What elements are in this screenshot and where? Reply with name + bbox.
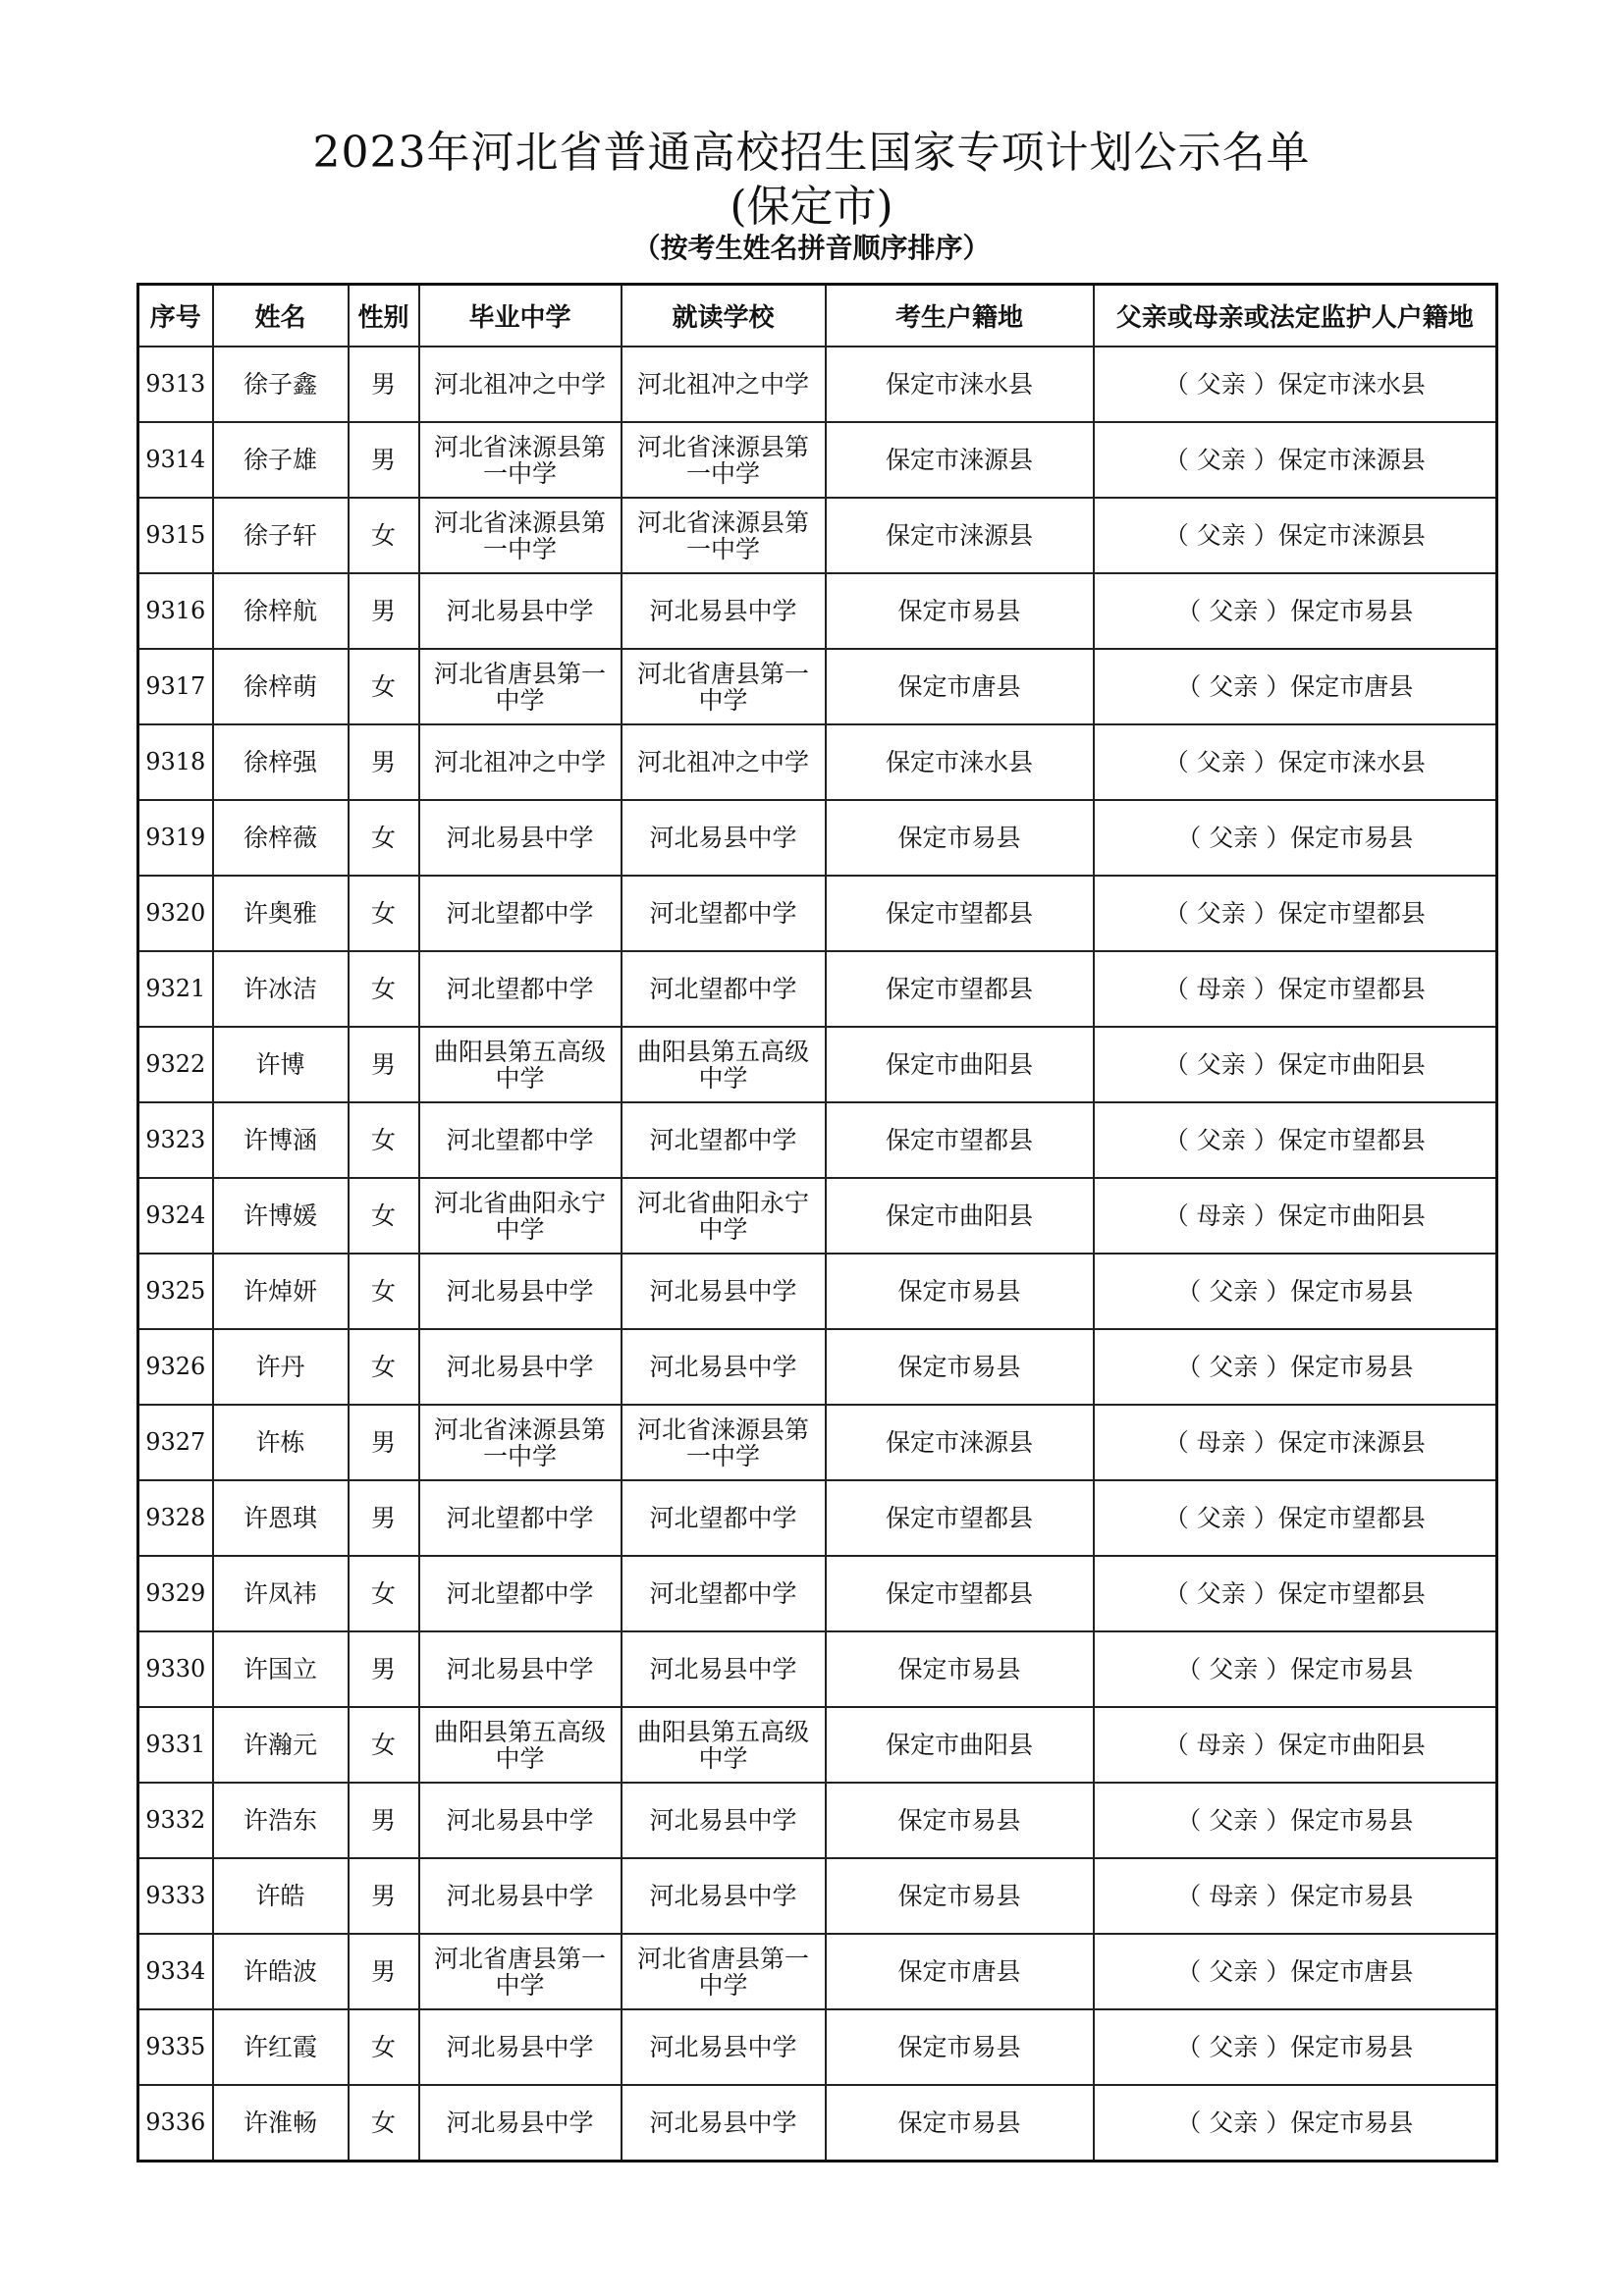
cell-name: 许浩东 <box>213 1783 349 1858</box>
cell-seq: 9332 <box>138 1783 213 1858</box>
cell-guardian-hukou: （ 父亲 ）保定市易县 <box>1094 800 1497 876</box>
cell-gender: 男 <box>349 1934 419 2009</box>
cell-guardian-hukou: （ 父亲 ）保定市唐县 <box>1094 1934 1497 2009</box>
cell-graduated-school: 曲阳县第五高级中学 <box>419 1027 622 1102</box>
table-row <box>138 1707 1497 1783</box>
cell-name: 徐子雄 <box>213 422 349 498</box>
cell-name: 许奥雅 <box>213 876 349 951</box>
cell-seq: 9333 <box>138 1858 213 1934</box>
cell-graduated-school: 河北省唐县第一中学 <box>419 649 622 724</box>
cell-gender: 女 <box>349 649 419 724</box>
cell-graduated-school: 河北省涞源县第一中学 <box>419 498 622 573</box>
cell-graduated-school: 河北祖冲之中学 <box>419 724 622 800</box>
cell-name: 许瀚元 <box>213 1707 349 1783</box>
cell-name: 许冰洁 <box>213 951 349 1027</box>
cell-current-school: 河北省曲阳永宁中学 <box>622 1178 826 1254</box>
cell-guardian-hukou: （ 母亲 ）保定市曲阳县 <box>1094 1178 1497 1254</box>
cell-gender: 女 <box>349 2085 419 2162</box>
table-row <box>138 573 1497 649</box>
cell-name: 许皓波 <box>213 1934 349 2009</box>
cell-seq: 9317 <box>138 649 213 724</box>
cell-student-hukou: 保定市易县 <box>826 1254 1094 1329</box>
table-row <box>138 1254 1497 1329</box>
cell-seq: 9313 <box>138 347 213 422</box>
cell-student-hukou: 保定市唐县 <box>826 1934 1094 2009</box>
table-row <box>138 951 1497 1027</box>
cell-graduated-school: 河北易县中学 <box>419 1329 622 1405</box>
cell-name: 徐子轩 <box>213 498 349 573</box>
header-current-school: 就读学校 <box>622 285 826 347</box>
cell-current-school: 河北易县中学 <box>622 1783 826 1858</box>
cell-graduated-school: 河北省涞源县第一中学 <box>419 1405 622 1480</box>
table-row <box>138 347 1497 422</box>
cell-current-school: 河北易县中学 <box>622 800 826 876</box>
table-row <box>138 1102 1497 1178</box>
cell-current-school: 河北省唐县第一中学 <box>622 1934 826 2009</box>
cell-graduated-school: 河北望都中学 <box>419 876 622 951</box>
header-student-hukou: 考生户籍地 <box>826 285 1094 347</box>
cell-seq: 9320 <box>138 876 213 951</box>
table-body <box>138 347 1497 2162</box>
cell-seq: 9324 <box>138 1178 213 1254</box>
cell-student-hukou: 保定市曲阳县 <box>826 1027 1094 1102</box>
header-name: 姓名 <box>213 285 349 347</box>
cell-name: 徐子鑫 <box>213 347 349 422</box>
cell-gender: 男 <box>349 1783 419 1858</box>
table-row <box>138 1631 1497 1707</box>
cell-graduated-school: 曲阳县第五高级中学 <box>419 1707 622 1783</box>
cell-current-school: 曲阳县第五高级中学 <box>622 1027 826 1102</box>
cell-gender: 女 <box>349 498 419 573</box>
cell-seq: 9336 <box>138 2085 213 2162</box>
cell-seq: 9331 <box>138 1707 213 1783</box>
cell-seq: 9315 <box>138 498 213 573</box>
cell-guardian-hukou: （ 母亲 ）保定市易县 <box>1094 1858 1497 1934</box>
cell-guardian-hukou: （ 父亲 ）保定市曲阳县 <box>1094 1027 1497 1102</box>
cell-graduated-school: 河北易县中学 <box>419 800 622 876</box>
cell-seq: 9335 <box>138 2009 213 2085</box>
cell-seq: 9326 <box>138 1329 213 1405</box>
cell-name: 许栋 <box>213 1405 349 1480</box>
cell-gender: 女 <box>349 1329 419 1405</box>
document-title: 2023年河北省普通高校招生国家专项计划公示名单 <box>312 128 1311 178</box>
cell-guardian-hukou: （ 父亲 ）保定市易县 <box>1094 2085 1497 2162</box>
cell-seq: 9334 <box>138 1934 213 2009</box>
cell-current-school: 曲阳县第五高级中学 <box>622 1707 826 1783</box>
cell-guardian-hukou: （ 父亲 ）保定市涞水县 <box>1094 724 1497 800</box>
table-row <box>138 1783 1497 1858</box>
cell-name: 许淮畅 <box>213 2085 349 2162</box>
cell-guardian-hukou: （ 父亲 ）保定市涞源县 <box>1094 422 1497 498</box>
cell-seq: 9328 <box>138 1480 213 1556</box>
table-header-row <box>138 285 1497 347</box>
cell-student-hukou: 保定市望都县 <box>826 1480 1094 1556</box>
cell-gender: 女 <box>349 2009 419 2085</box>
header-seq: 序号 <box>138 285 213 347</box>
cell-seq: 9321 <box>138 951 213 1027</box>
table-row <box>138 1858 1497 1934</box>
cell-current-school: 河北易县中学 <box>622 1858 826 1934</box>
cell-guardian-hukou: （ 父亲 ）保定市望都县 <box>1094 1102 1497 1178</box>
cell-name: 徐梓萌 <box>213 649 349 724</box>
cell-current-school: 河北易县中学 <box>622 1329 826 1405</box>
cell-graduated-school: 河北省涞源县第一中学 <box>419 422 622 498</box>
cell-current-school: 河北望都中学 <box>622 1556 826 1631</box>
cell-guardian-hukou: （ 父亲 ）保定市唐县 <box>1094 649 1497 724</box>
cell-student-hukou: 保定市涞源县 <box>826 422 1094 498</box>
cell-student-hukou: 保定市涞水县 <box>826 724 1094 800</box>
cell-student-hukou: 保定市涞源县 <box>826 498 1094 573</box>
cell-guardian-hukou: （ 母亲 ）保定市曲阳县 <box>1094 1707 1497 1783</box>
cell-student-hukou: 保定市易县 <box>826 1783 1094 1858</box>
cell-seq: 9314 <box>138 422 213 498</box>
cell-student-hukou: 保定市涞源县 <box>826 1405 1094 1480</box>
cell-guardian-hukou: （ 父亲 ）保定市易县 <box>1094 1631 1497 1707</box>
cell-student-hukou: 保定市易县 <box>826 1631 1094 1707</box>
cell-gender: 男 <box>349 1631 419 1707</box>
cell-name: 徐梓薇 <box>213 800 349 876</box>
cell-graduated-school: 河北易县中学 <box>419 1783 622 1858</box>
cell-guardian-hukou: （ 父亲 ）保定市望都县 <box>1094 1556 1497 1631</box>
cell-graduated-school: 河北易县中学 <box>419 2085 622 2162</box>
cell-current-school: 河北省唐县第一中学 <box>622 649 826 724</box>
cell-current-school: 河北祖冲之中学 <box>622 724 826 800</box>
cell-graduated-school: 河北易县中学 <box>419 2009 622 2085</box>
document-subtitle: (保定市) <box>730 182 893 232</box>
table-row <box>138 422 1497 498</box>
table-row <box>138 1027 1497 1102</box>
cell-current-school: 河北省涞源县第一中学 <box>622 498 826 573</box>
cell-gender: 男 <box>349 1480 419 1556</box>
cell-gender: 男 <box>349 573 419 649</box>
cell-student-hukou: 保定市唐县 <box>826 649 1094 724</box>
cell-graduated-school: 河北望都中学 <box>419 1102 622 1178</box>
cell-student-hukou: 保定市望都县 <box>826 876 1094 951</box>
cell-student-hukou: 保定市曲阳县 <box>826 1707 1094 1783</box>
roster-table <box>136 283 1498 2163</box>
cell-current-school: 河北易县中学 <box>622 573 826 649</box>
cell-current-school: 河北易县中学 <box>622 2009 826 2085</box>
cell-current-school: 河北望都中学 <box>622 1480 826 1556</box>
cell-student-hukou: 保定市易县 <box>826 1858 1094 1934</box>
cell-guardian-hukou: （ 母亲 ）保定市涞源县 <box>1094 1405 1497 1480</box>
cell-seq: 9316 <box>138 573 213 649</box>
cell-name: 许博 <box>213 1027 349 1102</box>
table-row <box>138 724 1497 800</box>
cell-gender: 女 <box>349 1707 419 1783</box>
cell-guardian-hukou: （ 父亲 ）保定市望都县 <box>1094 1480 1497 1556</box>
cell-graduated-school: 河北望都中学 <box>419 1480 622 1556</box>
cell-name: 许博涵 <box>213 1102 349 1178</box>
header-guardian-hukou: 父亲或母亲或法定监护人户籍地 <box>1094 285 1497 347</box>
cell-guardian-hukou: （ 父亲 ）保定市易县 <box>1094 1254 1497 1329</box>
cell-seq: 9323 <box>138 1102 213 1178</box>
cell-current-school: 河北望都中学 <box>622 1102 826 1178</box>
cell-guardian-hukou: （ 父亲 ）保定市易县 <box>1094 1329 1497 1405</box>
cell-graduated-school: 河北易县中学 <box>419 1631 622 1707</box>
table-row <box>138 1934 1497 2009</box>
table-row <box>138 800 1497 876</box>
cell-student-hukou: 保定市望都县 <box>826 1556 1094 1631</box>
cell-guardian-hukou: （ 母亲 ）保定市望都县 <box>1094 951 1497 1027</box>
cell-graduated-school: 河北望都中学 <box>419 1556 622 1631</box>
cell-guardian-hukou: （ 父亲 ）保定市易县 <box>1094 1783 1497 1858</box>
cell-current-school: 河北省涞源县第一中学 <box>622 1405 826 1480</box>
cell-name: 许博媛 <box>213 1178 349 1254</box>
table-row <box>138 876 1497 951</box>
cell-student-hukou: 保定市易县 <box>826 2085 1094 2162</box>
cell-guardian-hukou: （ 父亲 ）保定市涞水县 <box>1094 347 1497 422</box>
cell-guardian-hukou: （ 父亲 ）保定市望都县 <box>1094 876 1497 951</box>
table-row <box>138 1480 1497 1556</box>
cell-current-school: 河北省涞源县第一中学 <box>622 422 826 498</box>
table-row <box>138 1329 1497 1405</box>
cell-student-hukou: 保定市易县 <box>826 573 1094 649</box>
cell-gender: 男 <box>349 347 419 422</box>
cell-gender: 女 <box>349 1102 419 1178</box>
table-row <box>138 649 1497 724</box>
cell-seq: 9330 <box>138 1631 213 1707</box>
cell-current-school: 河北易县中学 <box>622 2085 826 2162</box>
cell-name: 许皓 <box>213 1858 349 1934</box>
cell-gender: 女 <box>349 876 419 951</box>
cell-student-hukou: 保定市曲阳县 <box>826 1178 1094 1254</box>
cell-name: 徐梓强 <box>213 724 349 800</box>
cell-student-hukou: 保定市望都县 <box>826 951 1094 1027</box>
cell-student-hukou: 保定市易县 <box>826 800 1094 876</box>
cell-gender: 男 <box>349 1027 419 1102</box>
cell-graduated-school: 河北望都中学 <box>419 951 622 1027</box>
cell-seq: 9325 <box>138 1254 213 1329</box>
cell-gender: 女 <box>349 951 419 1027</box>
cell-current-school: 河北祖冲之中学 <box>622 347 826 422</box>
cell-gender: 男 <box>349 1858 419 1934</box>
cell-guardian-hukou: （ 父亲 ）保定市易县 <box>1094 2009 1497 2085</box>
cell-seq: 9319 <box>138 800 213 876</box>
cell-gender: 女 <box>349 800 419 876</box>
cell-current-school: 河北易县中学 <box>622 1631 826 1707</box>
cell-name: 许国立 <box>213 1631 349 1707</box>
cell-guardian-hukou: （ 父亲 ）保定市易县 <box>1094 573 1497 649</box>
cell-graduated-school: 河北易县中学 <box>419 1858 622 1934</box>
cell-gender: 男 <box>349 422 419 498</box>
cell-gender: 男 <box>349 724 419 800</box>
cell-current-school: 河北望都中学 <box>622 951 826 1027</box>
cell-gender: 女 <box>349 1178 419 1254</box>
cell-gender: 女 <box>349 1556 419 1631</box>
cell-gender: 男 <box>349 1405 419 1480</box>
cell-name: 许凤祎 <box>213 1556 349 1631</box>
cell-graduated-school: 河北易县中学 <box>419 573 622 649</box>
header-graduated-school: 毕业中学 <box>419 285 622 347</box>
cell-seq: 9322 <box>138 1027 213 1102</box>
cell-seq: 9329 <box>138 1556 213 1631</box>
table-row <box>138 1556 1497 1631</box>
cell-name: 许红霞 <box>213 2009 349 2085</box>
cell-student-hukou: 保定市涞水县 <box>826 347 1094 422</box>
cell-graduated-school: 河北易县中学 <box>419 1254 622 1329</box>
table-row <box>138 2009 1497 2085</box>
cell-graduated-school: 河北省曲阳永宁中学 <box>419 1178 622 1254</box>
cell-graduated-school: 河北祖冲之中学 <box>419 347 622 422</box>
cell-name: 徐梓航 <box>213 573 349 649</box>
sort-note: （按考生姓名拼音顺序排序） <box>632 232 991 264</box>
cell-gender: 女 <box>349 1254 419 1329</box>
table-row <box>138 2085 1497 2162</box>
cell-guardian-hukou: （ 父亲 ）保定市涞源县 <box>1094 498 1497 573</box>
cell-current-school: 河北望都中学 <box>622 876 826 951</box>
header-gender: 性别 <box>349 285 419 347</box>
cell-name: 许焯妍 <box>213 1254 349 1329</box>
cell-seq: 9318 <box>138 724 213 800</box>
table-row <box>138 1405 1497 1480</box>
cell-student-hukou: 保定市望都县 <box>826 1102 1094 1178</box>
cell-name: 许恩琪 <box>213 1480 349 1556</box>
cell-graduated-school: 河北省唐县第一中学 <box>419 1934 622 2009</box>
cell-student-hukou: 保定市易县 <box>826 2009 1094 2085</box>
cell-seq: 9327 <box>138 1405 213 1480</box>
table-row <box>138 1178 1497 1254</box>
cell-name: 许丹 <box>213 1329 349 1405</box>
cell-student-hukou: 保定市易县 <box>826 1329 1094 1405</box>
table-row <box>138 498 1497 573</box>
cell-current-school: 河北易县中学 <box>622 1254 826 1329</box>
